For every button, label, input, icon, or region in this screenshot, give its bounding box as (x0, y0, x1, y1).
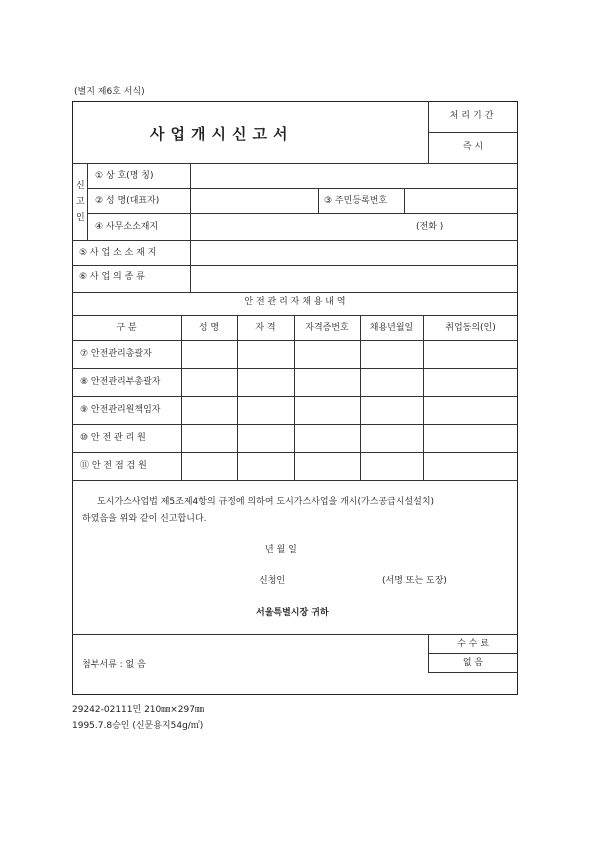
attachments-label: 첨부서류 : 없 음 (82, 660, 146, 670)
trade-name-label: ① 상 호(명 칭) (95, 171, 154, 181)
col-header-category: 구 분 (116, 323, 137, 333)
fee-label: 수 수 료 (457, 639, 489, 649)
form-code: 29242-02111민 210㎜×297㎜ (72, 705, 204, 715)
business-type-label: ⑥ 사 업 의 종 류 (79, 272, 145, 282)
representative-name-label: ② 성 명(대표자) (95, 196, 160, 206)
col-header-license-number: 자격증번호 (305, 323, 349, 333)
page-title: 사업개시신고서 (150, 125, 294, 143)
table-row: ⑦ 안전관리총괄자 (80, 349, 152, 359)
table-row: ⑨ 안전관리원책임자 (80, 405, 161, 415)
report-form (72, 101, 518, 695)
applicant-sign-label: 신청인 (259, 576, 286, 586)
safety-section-title: 안 전 관 리 자 채 용 내 역 (244, 297, 346, 307)
business-location-label: ⑤ 사 업 소 소 재 지 (79, 248, 157, 258)
processing-period-label: 처리기간 (449, 111, 497, 121)
col-header-consent: 취업동의(인) (445, 323, 496, 333)
table-row: ⑩ 안 전 관 리 원 (80, 433, 146, 443)
signature-seal-label: (서명 또는 도장) (382, 576, 447, 586)
approval-note: 1995.7.8승인 (신문용지54g/㎡) (72, 721, 204, 731)
phone-label: (전화 ) (416, 222, 444, 232)
statement-line-1: 도시가스사업법 제5조제4항의 규정에 의하여 도시가스사업을 개시(가스공급시설설치) (97, 497, 435, 507)
resident-number-label: ③ 주민등록번호 (324, 196, 388, 206)
fee-value: 없 음 (462, 658, 484, 668)
applicant-side-label-2: 고 (76, 197, 85, 207)
col-header-qualification: 자 격 (255, 323, 276, 333)
statement-line-2: 하였음을 위와 같이 신고합니다. (82, 514, 207, 524)
office-address-label: ④ 사무소소재지 (95, 222, 159, 232)
table-row: ⑪ 안 전 점 검 원 (80, 461, 147, 471)
recipient: 서울특별시장 귀하 (256, 608, 329, 618)
applicant-side-label-3: 인 (76, 213, 85, 223)
applicant-side-label-1: 신 (76, 181, 85, 191)
col-header-name: 성 명 (198, 323, 220, 333)
table-row: ⑧ 안전관리부총괄자 (80, 377, 161, 387)
col-header-hire-date: 채용년월일 (369, 323, 414, 333)
form-number: (별지 제6호 서식) (74, 87, 145, 97)
report-date: 년 월 일 (265, 545, 297, 555)
processing-period-value: 즉 시 (462, 142, 484, 152)
